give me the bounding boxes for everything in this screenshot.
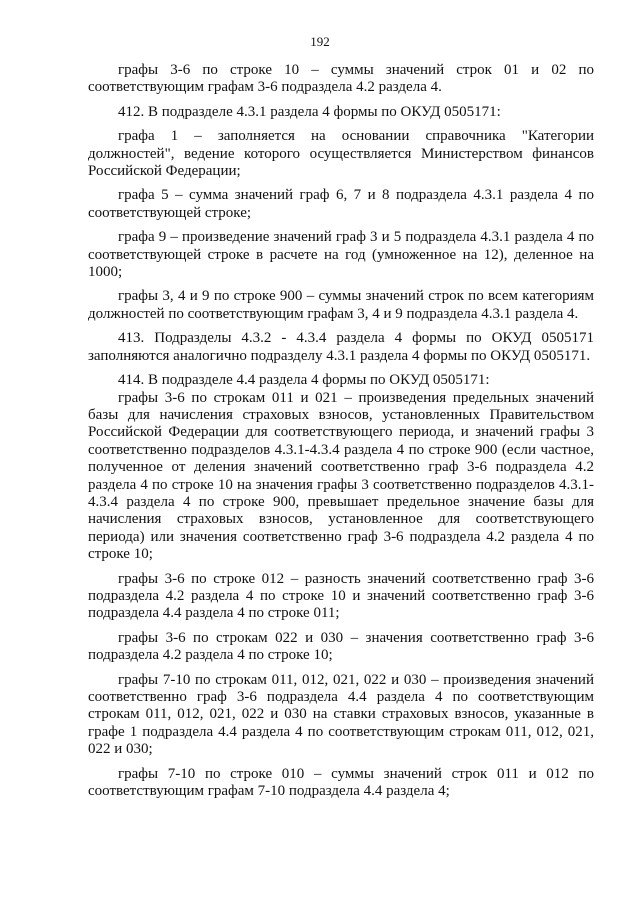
paragraph-row900-sums: графы 3, 4 и 9 по строке 900 – суммы значений строк по всем категориям должностей по соответствующим графам 3, 4 и 9 подраздела 4.3.1 раздела 4. bbox=[88, 288, 594, 322]
page-number: 192 bbox=[310, 34, 330, 49]
paragraph-row010-sums: графы 7-10 по строке 010 – суммы значений строк 011 и 012 по соответствующим графам 7-10 подраздела 4.4 раздела 4; bbox=[88, 765, 594, 800]
paragraph-row10-sums: графы 3-6 по строке 10 – суммы значений строк 01 и 02 по соответствующим графам 3-6 подраздела 4.2 раздела 4. bbox=[88, 62, 594, 96]
paragraph-columns7-10-products: графы 7-10 по строкам 011, 012, 021, 022 и 030 – произведения значений соответственно граф 3-6 подраздела 4.4 раздела 4 по соответствующим строкам 011, 012, 021, 022 и 030 на ставки страховых взносов, указанные в графе 1 подраздела 4.4 раздела 4 по соответствующим строкам 011, 012, 021, 022 и 030; bbox=[88, 671, 594, 758]
paragraph-412-heading: 412. В подразделе 4.3.1 раздела 4 формы по ОКУД 0505171: bbox=[118, 103, 501, 120]
paragraph-column1-categories: графа 1 – заполняется на основании справочника "Категории должностей", ведение которого осуществляется Министерством финансов Российской Федерации; bbox=[88, 128, 594, 180]
paragraph-414-heading: 414. В подразделе 4.4 раздела 4 формы по ОКУД 0505171: bbox=[118, 372, 490, 389]
paragraph-rows011-021: графы 3-6 по строкам 011 и 021 – произведения предельных значений базы для начисления страховых взносов, установленных Правительством Российской Федерации для соответствующего периода, и значений графы 3 соответственно подразделов 4.3.1-4.3.4 раздела 4 по строке 900 (если частное, полученное от деления значений соответственно граф 3-6 подраздела 4.2 раздела 4 по строке 10 на значения графы 3 соответственно подразделов 4.3.1-4.3.4 раздела 4 по строке 900, превышает предельное значение базы для начисления страховых взносов, установленное для соответствующего периода) или значения соответственно граф 3-6 подраздела 4.2 раздела 4 по строке 10; bbox=[88, 389, 594, 563]
paragraph-column5-sum: графа 5 – сумма значений граф 6, 7 и 8 подраздела 4.3.1 раздела 4 по соответствующей строке; bbox=[88, 187, 594, 221]
paragraph-413: 413. Подразделы 4.3.2 - 4.3.4 раздела 4 формы по ОКУД 0505171 заполняются аналогично подразделу 4.3.1 раздела 4 формы по ОКУД 0505171. bbox=[88, 330, 594, 364]
paragraph-row012: графы 3-6 по строке 012 – разность значений соответственно граф 3-6 подраздела 4.2 раздела 4 по строке 10 и значений соответственно граф 3-6 подраздела 4.4 раздела 4 по строке 011; bbox=[88, 570, 594, 622]
document-body bbox=[88, 62, 594, 800]
paragraph-column9-product: графа 9 – произведение значений граф 3 и 5 подраздела 4.3.1 раздела 4 по соответствующей строке в расчете на год (умноженное на 12), деленное на 1000; bbox=[88, 229, 594, 281]
paragraph-rows022-030: графы 3-6 по строкам 022 и 030 – значения соответственно граф 3-6 подраздела 4.2 раздела 4 по строке 10; bbox=[88, 629, 594, 664]
